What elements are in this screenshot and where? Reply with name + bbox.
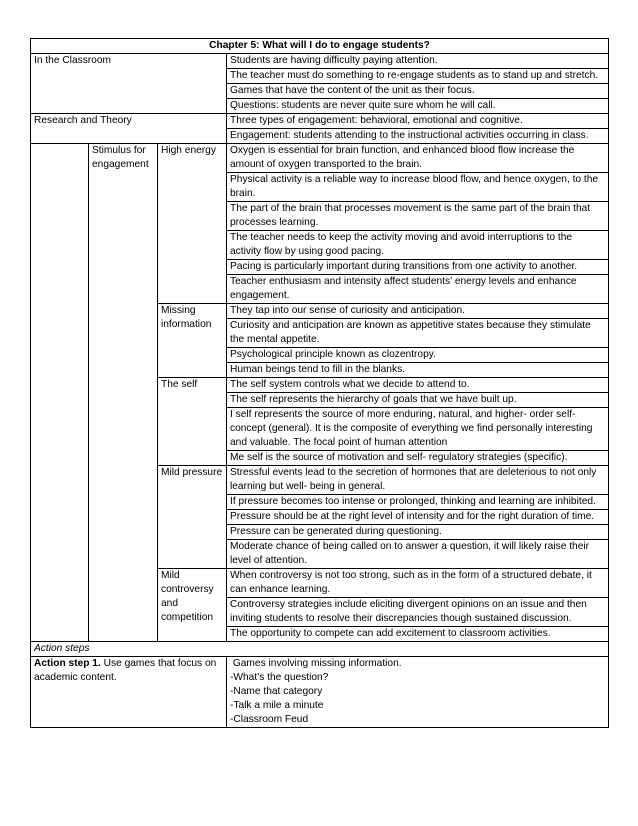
list-item: -Talk a mile a minute <box>230 700 324 711</box>
group-item: If pressure becomes too intense or prolonged, thinking and learning are inhibited. <box>227 495 609 510</box>
group-label: Mild controversy and competition <box>158 569 227 642</box>
group-item: Pressure should be at the right level of intensity and for the right duration of time. <box>227 510 609 525</box>
group-item: They tap into our sense of curiosity and anticipation. <box>227 304 609 319</box>
group-item: Controversy strategies include eliciting divergent opinions on an issue and then inviting students to resolve their discrepancies though sustained discussion. <box>227 598 609 627</box>
stimulus-label: Stimulus for engagement <box>89 144 158 642</box>
group-item: Stressful events lead to the secretion of hormones that are deleterious to not only learning but well- being in general. <box>227 466 609 495</box>
group-item: The self system controls what we decide to attend to. <box>227 378 609 393</box>
list-item: -Name that category <box>230 686 323 697</box>
action-step-1-text: Use games that focus on academic content. <box>34 658 217 683</box>
group-item: Moderate chance of being called on to answer a question, it will likely raise their level of attention. <box>227 540 609 569</box>
section-label-classroom: In the Classroom <box>31 54 227 114</box>
list-item: -What’s the question? <box>230 672 329 683</box>
group-item: I self represents the source of more enduring, natural, and higher- order self-concept (general). It is the composite of everything we find personally interesting and valuable. The focal point of human attention <box>227 408 609 451</box>
table-row <box>31 144 609 173</box>
table-row <box>31 657 609 728</box>
group-label: Mild pressure <box>158 466 227 569</box>
table-row <box>31 54 609 69</box>
engagement-table <box>30 38 609 728</box>
group-label: High energy <box>158 144 227 304</box>
table-row <box>31 39 609 54</box>
group-item: The teacher needs to keep the activity moving and avoid interruptions to the activity flow by using good pacing. <box>227 231 609 260</box>
classroom-item: Students are having difficulty paying attention. <box>227 54 609 69</box>
action-step-1-number: Action step 1. <box>34 658 101 669</box>
group-item: When controversy is not too strong, such as in the form of a structured debate, it can enhance learning. <box>227 569 609 598</box>
list-item: Games involving missing information. <box>230 658 402 669</box>
group-label: The self <box>158 378 227 466</box>
list-item: -Classroom Feud <box>230 714 309 725</box>
group-item: The self represents the hierarchy of goals that we have built up. <box>227 393 609 408</box>
group-item: Pressure can be generated during questioning. <box>227 525 609 540</box>
classroom-item: The teacher must do something to re-engage students as to stand up and stretch. <box>227 69 609 84</box>
group-item: Me self is the source of motivation and self- regulatory strategies (specific). <box>227 451 609 466</box>
group-item: Human beings tend to fill in the blanks. <box>227 363 609 378</box>
group-item: The opportunity to compete can add excitement to classroom activities. <box>227 627 609 642</box>
table-title: Chapter 5: What will I do to engage students? <box>31 39 609 54</box>
classroom-item: Games that have the content of the unit as their focus. <box>227 84 609 99</box>
table-row <box>31 642 609 657</box>
group-item: Psychological principle known as clozentropy. <box>227 348 609 363</box>
indent-spacer <box>31 144 89 642</box>
group-item: Curiosity and anticipation are known as appetitive states because they stimulate the mental appetite. <box>227 319 609 348</box>
action-step-1-label <box>31 657 227 728</box>
section-label-action-steps: Action steps <box>31 642 609 657</box>
section-label-research: Research and Theory <box>31 114 227 144</box>
action-step-1-list <box>227 657 609 728</box>
group-item: The part of the brain that processes movement is the same part of the brain that processes learning. <box>227 202 609 231</box>
classroom-item: Questions: students are never quite sure whom he will call. <box>227 99 609 114</box>
group-item: Teacher enthusiasm and intensity affect students’ energy levels and enhance engagement. <box>227 275 609 304</box>
group-item: Oxygen is essential for brain function, and enhanced blood flow increase the amount of oxygen transported to the brain. <box>227 144 609 173</box>
group-label: Missing information <box>158 304 227 378</box>
group-item: Physical activity is a reliable way to increase blood flow, and hence oxygen, to the brain. <box>227 173 609 202</box>
research-item: Engagement: students attending to the instructional activities occurring in class. <box>227 129 609 144</box>
table-row <box>31 114 609 129</box>
research-item: Three types of engagement: behavioral, emotional and cognitive. <box>227 114 609 129</box>
group-item: Pacing is particularly important during transitions from one activity to another. <box>227 260 609 275</box>
